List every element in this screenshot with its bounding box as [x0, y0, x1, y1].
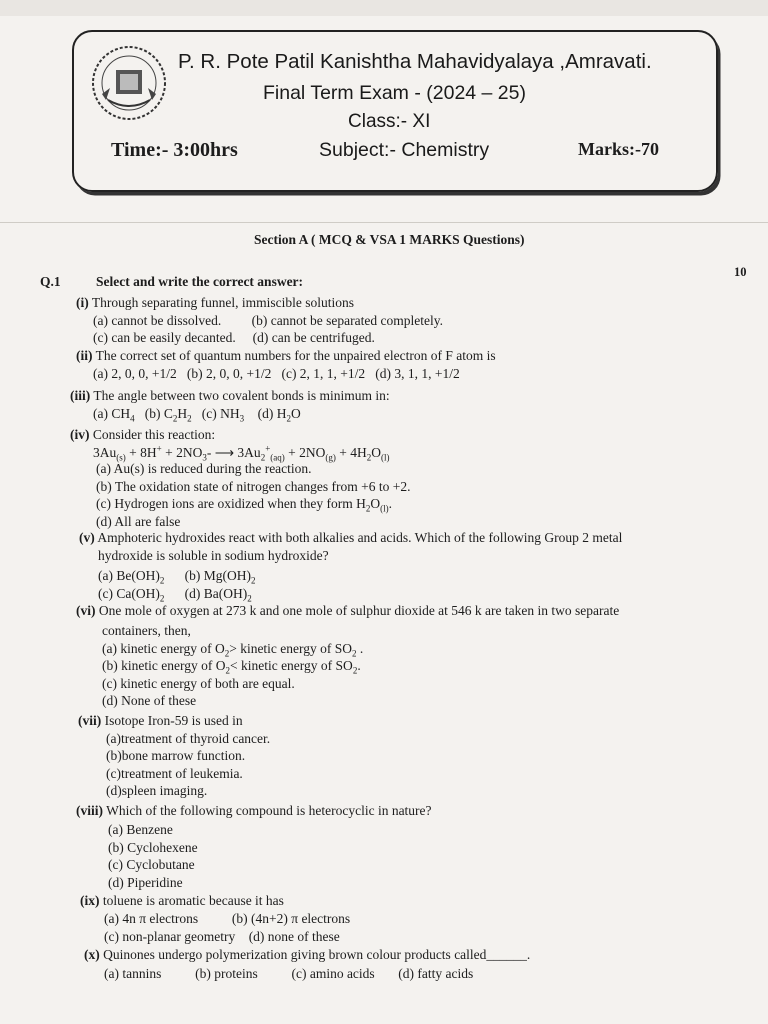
item-v-options-ab: (a) $Be(OH)_2$ (b) $Mg(OH)_2$ [98, 568, 256, 586]
item-x-options: (a) tannins (b) proteins (c) amino acids (d) fatty acids [104, 966, 474, 981]
item-i-stem: (i) Through separating funnel, immiscible solutions [76, 295, 354, 310]
item-vi-option-c: (c) kinetic energy of both are equal. [102, 676, 295, 691]
item-iv-stem: (iv) Consider this reaction: [70, 427, 216, 442]
item-viii-option-c: (c) Cyclobutane [108, 857, 195, 872]
school-logo-icon [88, 42, 170, 124]
item-i-options-ab: (a) cannot be dissolved. (b) cannot be separated completely. [93, 313, 443, 328]
item-vi-option-d: (d) None of these [102, 693, 197, 708]
item-v-options-cd: (c) $Ca(OH)_2$ (d) $Ba(OH)_2$ [98, 586, 252, 604]
item-v-stem-2: hydroxide is soluble in sodium hydroxide? [98, 548, 329, 563]
section-title: Section A ( MCQ & VSA 1 MARKS Questions) [254, 232, 525, 247]
item-iii-options: (a) $CH_4$ (b) $C_2H_2$ (c) $NH_3$ (d) $H_2O$ [93, 406, 301, 424]
item-ix-options-cd: (c) non-planar geometry (d) none of these [104, 929, 340, 944]
item-ix-stem: (ix) toluene is aromatic because it has [80, 893, 284, 908]
exam-title: Final Term Exam - (2024 – 25) [263, 82, 526, 104]
item-vi-option-a: (a) kinetic energy of $O_2>$ kinetic energy of $SO_2$ . [102, 641, 364, 659]
item-iv-option-b: (b) The oxidation state of nitrogen changes from +6 to +2. [96, 479, 411, 494]
item-iv-option-a: (a) Au(s) is reduced during the reaction. [96, 461, 312, 476]
item-vi-stem-1: (vi) One mole of oxygen at 273 k and one mole of sulphur dioxide at 546 k are taken in two separate [76, 603, 620, 618]
divider [0, 222, 768, 223]
item-vii-option-b: (b)bone marrow function. [106, 748, 246, 763]
question-instruction: Select and write the correct answer: [96, 274, 304, 289]
item-vii-option-c: (c)treatment of leukemia. [106, 766, 243, 781]
item-ii-stem: (ii) The correct set of quantum numbers for the unpaired electron of F atom is [76, 348, 496, 363]
item-vii-stem: (vii) Isotope Iron-59 is used in [78, 713, 243, 728]
item-vii-option-a: (a)treatment of thyroid cancer. [106, 731, 271, 746]
item-ii-options: (a) 2, 0, 0, +1/2 (b) 2, 0, 0, +1/2 (c) 2, 1, 1, +1/2 (d) 3, 1, 1, +1/2 [93, 366, 460, 381]
question-marks: 10 [734, 265, 747, 279]
item-viii-option-b: (b) Cyclohexene [108, 840, 198, 855]
item-viii-option-d: (d) Piperidine [108, 875, 183, 890]
item-ix-options-ab: (a) 4n π electrons (b) (4n+2) π electrons [104, 911, 351, 926]
item-iv-reaction: $3Au_{(s)} + 8H^+ + 2NO_3-$ ⟶ $3Au_2^+_{(aq)} + 2NO_{(g)} + 4H_2O_{(l)}$ [93, 443, 390, 463]
item-iv-option-d: (d) All are false [96, 514, 181, 529]
item-i-options-cd: (c) can be easily decanted. (d) can be centrifuged. [93, 330, 375, 345]
item-viii-option-a: (a) Benzene [108, 822, 173, 837]
item-iii-stem: (iii) The angle between two covalent bonds is minimum in: [70, 388, 390, 403]
item-viii-stem: (viii) Which of the following compound is heterocyclic in nature? [76, 803, 432, 818]
item-vi-stem-2: containers, then, [102, 623, 191, 638]
school-name: P. R. Pote Patil Kanishtha Mahavidyalaya ,Amravati. [178, 50, 652, 73]
item-iv-option-c: (c) Hydrogen ions are oxidized when they form $H_2O_{(l)}$. [96, 496, 393, 514]
item-x-stem: (x) Quinones undergo polymerization giving brown colour products called______. [84, 947, 531, 962]
item-vi-option-b: (b) kinetic energy of $O_2<$ kinetic energy of $SO_2$. [102, 658, 361, 676]
item-v-stem-1: (v) Amphoteric hydroxides react with both alkalies and acids. Which of the following Group 2 metal [79, 530, 623, 545]
marks-label: Marks:-70 [578, 139, 659, 159]
time-label: Time:- 3:00hrs [111, 139, 238, 161]
subject-label: Subject:- Chemistry [319, 139, 490, 161]
class-label: Class:- XI [348, 111, 431, 132]
question-number: Q.1 [40, 274, 61, 289]
item-vii-option-d: (d)spleen imaging. [106, 783, 208, 798]
